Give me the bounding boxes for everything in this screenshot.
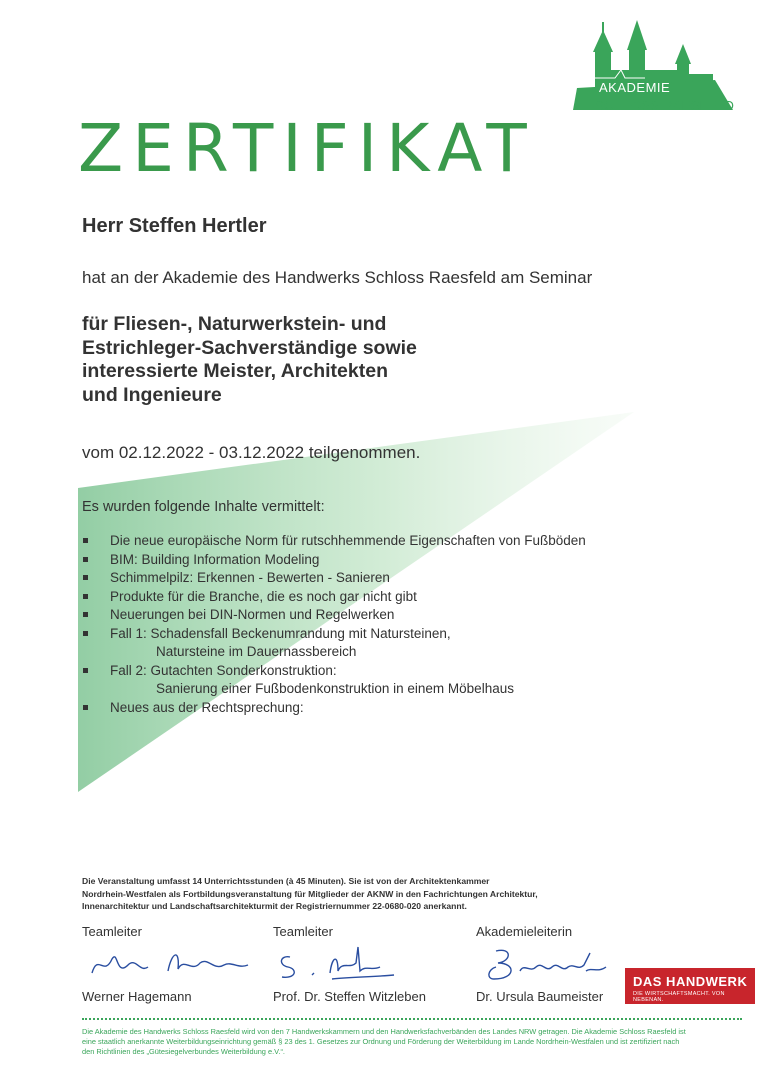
logo-line-akademie: AKADEMIE bbox=[599, 80, 671, 95]
bullet-icon bbox=[83, 575, 88, 580]
certificate-title: ZERTIFIKAT bbox=[78, 110, 536, 187]
bullet-icon bbox=[83, 538, 88, 543]
badge-subtitle: DIE WIRTSCHAFTSMACHT. VON NEBENAN. bbox=[633, 991, 725, 1003]
topic-text: Neues aus der Rechtsprechung: bbox=[110, 699, 304, 715]
bullet-icon bbox=[83, 594, 88, 599]
accreditation-note bbox=[82, 875, 682, 913]
intro-text: hat an der Akademie des Handwerks Schloss Raesfeld am Seminar bbox=[82, 268, 593, 287]
list-item bbox=[82, 625, 586, 662]
list-item bbox=[82, 551, 586, 570]
footer-text bbox=[82, 1027, 742, 1057]
list-item bbox=[82, 588, 586, 607]
footer-divider bbox=[82, 1018, 742, 1020]
topic-text: Die neue europäische Norm für rutschhemmende Eigenschaften von Fußböden bbox=[110, 533, 586, 548]
seminar-line: interessierte Meister, Architekten bbox=[82, 360, 388, 382]
signatory-name-3: Dr. Ursula Baumeister bbox=[476, 989, 604, 1004]
seminar-line: und Ingenieure bbox=[82, 383, 222, 406]
seminar-line: Estrichleger-Sachverständige sowie bbox=[82, 336, 417, 359]
contents-heading: Es wurden folgende Inhalte vermittelt: bbox=[82, 499, 325, 515]
signature-baumeister bbox=[482, 943, 612, 985]
signature-hagemann bbox=[88, 943, 258, 985]
topic-text: Schimmelpilz: Erkennen - Bewerten - Sanieren bbox=[110, 570, 390, 585]
das-handwerk-badge bbox=[625, 968, 755, 1004]
list-item bbox=[82, 532, 586, 551]
note-line: Innenarchitektur und Landschaftsarchitekturmit der Registriernummer 22-0680-020 anerkannt. bbox=[82, 901, 467, 911]
list-item bbox=[82, 606, 586, 625]
footer-line: Die Akademie des Handwerks Schloss Raesfeld wird von den 7 Handwerkskammern und den Handwerksfachverbänden des Landes NRW getragen. Die Akademie Schloss Raesfeld ist bbox=[82, 1027, 686, 1036]
topic-text: Produkte für die Branche, die es noch gar nicht gibt bbox=[110, 588, 417, 604]
seminar-title bbox=[82, 313, 417, 407]
topic-text: Fall 1: Schadensfall Beckenumrandung mit Natursteinen, bbox=[110, 625, 451, 641]
recipient-name: Herr Steffen Hertler bbox=[82, 215, 267, 237]
signatory-name-2: Prof. Dr. Steffen Witzleben bbox=[273, 989, 426, 1004]
signatory-role-3: Akademieleiterin bbox=[476, 924, 573, 939]
list-item bbox=[82, 569, 586, 588]
akademie-logo bbox=[565, 18, 745, 118]
topic-text: BIM: Building Information Modeling bbox=[110, 551, 320, 567]
badge-title: DAS HANDWERK bbox=[633, 974, 748, 989]
signature-witzleben bbox=[272, 943, 402, 985]
note-line: Nordrhein-Westfalen als Fortbildungsveranstaltung für Mitglieder der AKNW in den Fachrichtungen Architektur, bbox=[82, 888, 538, 899]
bullet-icon bbox=[83, 705, 88, 710]
logo-line-schloss: SCHLOSS RAESFELD bbox=[595, 98, 735, 113]
topic-subtext: Sanierung einer Fußbodenkonstruktion in einem Möbelhaus bbox=[156, 681, 514, 696]
list-item bbox=[82, 699, 586, 718]
topic-text: Fall 2: Gutachten Sonderkonstruktion: bbox=[110, 662, 337, 678]
topic-subtext: Natursteine im Dauernassbereich bbox=[156, 644, 357, 659]
seminar-dates: vom 02.12.2022 - 03.12.2022 teilgenommen. bbox=[82, 443, 421, 462]
bullet-icon bbox=[83, 668, 88, 673]
topic-list bbox=[82, 532, 586, 717]
seminar-line: für Fliesen-, Naturwerkstein- und bbox=[82, 313, 387, 335]
bullet-icon bbox=[83, 557, 88, 562]
bullet-icon bbox=[83, 631, 88, 636]
footer-line: eine staatlich anerkannte Weiterbildungseinrichtung gemäß § 23 des 1. Gesetzes zur Ordnung und Förderung der Weiterbildung im Lande Nordrhein-Westfalen und ist zertifiziert nach bbox=[82, 1037, 680, 1046]
note-line: Die Veranstaltung umfasst 14 Unterrichtsstunden (à 45 Minuten). Sie ist von der Architektenkammer bbox=[82, 876, 490, 886]
signatory-role-2: Teamleiter bbox=[273, 924, 333, 939]
footer-line: den Richtlinien des „Gütesiegelverbundes Weiterbildung e.V.“. bbox=[82, 1047, 285, 1056]
topic-text: Neuerungen bei DIN-Normen und Regelwerken bbox=[110, 607, 395, 622]
list-item bbox=[82, 662, 586, 699]
signatory-name-1: Werner Hagemann bbox=[82, 989, 192, 1004]
bullet-icon bbox=[83, 612, 88, 617]
signatory-role-1: Teamleiter bbox=[82, 924, 142, 939]
